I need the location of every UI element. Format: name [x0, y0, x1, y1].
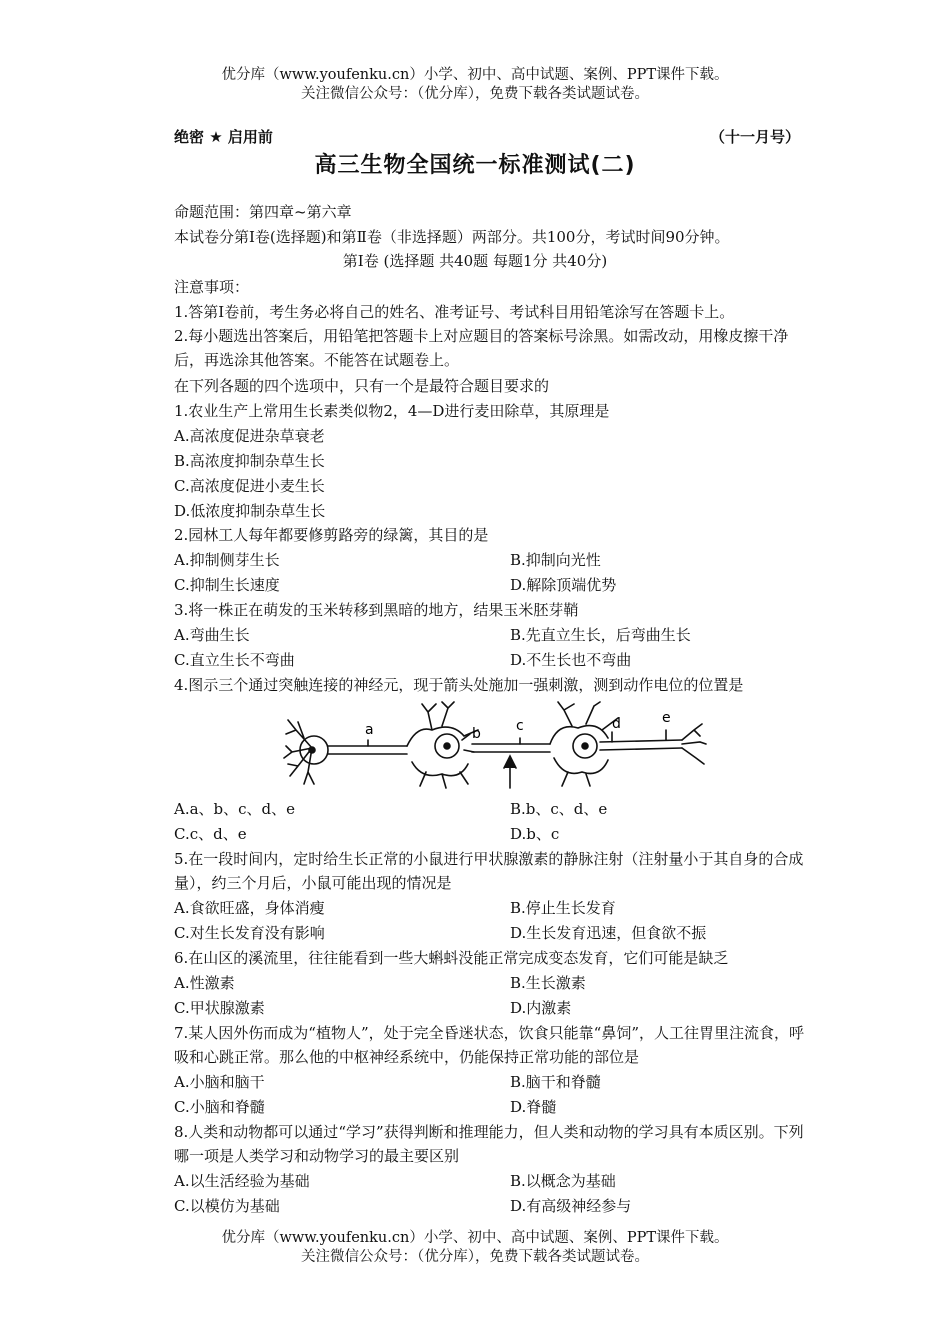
q7-option-a: A.小脑和脑干 [174, 1073, 265, 1091]
q7-option-d: D.脊髓 [510, 1098, 557, 1116]
note-2-text: 2.每小题选出答案后，用铅笔把答题卡上对应题目的答案标号涂黑。如需改动，用橡皮擦干净后，再选涂其他答案。不能答在试题卷上。 [174, 327, 789, 369]
label-e: e [662, 710, 671, 726]
notes-heading: 注意事项： [174, 278, 250, 296]
label-a: a [365, 722, 374, 738]
header-line-1: 优分库（www.youfenku.cn）小学、初中、高中试题、案例、PPT课件下载。 [221, 67, 729, 83]
q2-option-a: A.抑制侧芽生长 [174, 551, 280, 569]
question-1-stem: 1.农业生产上常用生长素类似物2，4—D进行麦田除草，其原理是 [174, 402, 610, 420]
q7-stem-text: 7.某人因外伤而成为“植物人”，处于完全昏迷状态，饮食只能靠“鼻饲”，人工往胃里注流食，呼吸和心跳正常。那么他的中枢神经系统中，仍能保持正常功能的部位是 [174, 1024, 804, 1066]
footer-line-1: 优分库（www.youfenku.cn）小学、初中、高中试题、案例、PPT课件下载。 [221, 1230, 729, 1246]
label-d: d [612, 716, 621, 732]
month-label: （十一月号） [710, 128, 801, 146]
note-1: 1.答第Ⅰ卷前，考生务必将自己的姓名、准考证号、考试科目用铅笔涂写在答题卡上。 [174, 303, 735, 321]
q4-option-d: D.b、c [510, 825, 560, 843]
neuron-diagram [282, 700, 707, 792]
question-4-stem: 4.图示三个通过突触连接的神经元，现于箭头处施加一强刺激，测到动作电位的位置是 [174, 676, 744, 694]
secret-label: 绝密 ★ 启用前 [174, 128, 273, 146]
question-6-stem: 6.在山区的溪流里，往往能看到一些大蝌蚪没能正常完成变态发育，它们可能是缺乏 [174, 949, 729, 967]
q5-stem-text: 5.在一段时间内，定时给生长正常的小鼠进行甲状腺激素的静脉注射（注射量小于其自身的合成量），约三个月后，小鼠可能出现的情况是 [174, 850, 804, 892]
q1-option-a: A.高浓度促进杂草衰老 [174, 427, 325, 445]
q5-option-d: D.生长发育迅速，但食欲不振 [510, 924, 707, 942]
question-3-stem: 3.将一株正在萌发的玉米转移到黑暗的地方，结果玉米胚芽鞘 [174, 601, 579, 619]
q8-option-a: A.以生活经验为基础 [174, 1172, 310, 1190]
q3-option-c: C.直立生长不弯曲 [174, 651, 295, 669]
question-2-stem: 2.园林工人每年都要修剪路旁的绿篱，其目的是 [174, 526, 489, 544]
q8-option-d: D.有高级神经参与 [510, 1197, 632, 1215]
q3-option-d: D.不生长也不弯曲 [510, 651, 632, 669]
q7-option-c: C.小脑和脊髓 [174, 1098, 265, 1116]
q6-option-a: A.性激素 [174, 974, 235, 992]
q8-option-c: C.以模仿为基础 [174, 1197, 280, 1215]
q8-option-b: B.以概念为基础 [510, 1172, 616, 1190]
q7-option-b: B.脑干和脊髓 [510, 1073, 601, 1091]
q1-option-d: D.低浓度抑制杂草生长 [174, 502, 326, 520]
question-8-stem [141, 1120, 813, 1168]
q1-option-c: C.高浓度促进小麦生长 [174, 477, 325, 495]
q2-option-b: B.抑制向光性 [510, 551, 601, 569]
q2-option-c: C.抑制生长速度 [174, 576, 280, 594]
q8-stem-text: 8.人类和动物都可以通过“学习”获得判断和推理能力，但人类和动物的学习具有本质区别。下列哪一项是人类学习和动物学习的最主要区别 [174, 1123, 804, 1165]
q4-option-b: B.b、c、d、e [510, 800, 608, 818]
q6-option-b: B.生长激素 [510, 974, 586, 992]
header-line-2: 关注微信公众号：（优分库），免费下载各类试题试卷。 [301, 86, 649, 102]
q4-option-c: C.c、d、e [174, 825, 247, 843]
q5-option-c: C.对生长发育没有影响 [174, 924, 325, 942]
part1-heading: 第Ⅰ卷 (选择题 共40题 每题1分 共40分) [342, 252, 608, 270]
question-5-stem [141, 847, 813, 895]
q1-option-b: B.高浓度抑制杂草生长 [174, 452, 325, 470]
instruction-line: 在下列各题的四个选项中，只有一个是最符合题目要求的 [174, 377, 550, 395]
q4-option-a: A.a、b、c、d、e [174, 800, 296, 818]
label-c: c [516, 718, 524, 734]
scope-line: 命题范围：第四章~第六章 [174, 203, 352, 221]
structure-line: 本试卷分第Ⅰ卷(选择题)和第Ⅱ卷（非选择题）两部分。共100分，考试时间90分钟。 [174, 228, 730, 246]
note-2 [141, 324, 813, 372]
q6-option-c: C.甲状腺激素 [174, 999, 265, 1017]
label-b: b [472, 726, 481, 742]
footer-line-2: 关注微信公众号：（优分库），免费下载各类试题试卷。 [301, 1249, 649, 1265]
q3-option-b: B.先直立生长，后弯曲生长 [510, 626, 691, 644]
q5-option-a: A.食欲旺盛，身体消瘦 [174, 899, 325, 917]
q6-option-d: D.内激素 [510, 999, 572, 1017]
q2-option-d: D.解除顶端优势 [510, 576, 617, 594]
q3-option-a: A.弯曲生长 [174, 626, 250, 644]
question-7-stem [141, 1021, 813, 1069]
q5-option-b: B.停止生长发育 [510, 899, 616, 917]
page-title: 高三生物全国统一标准测试(二) [314, 153, 636, 178]
